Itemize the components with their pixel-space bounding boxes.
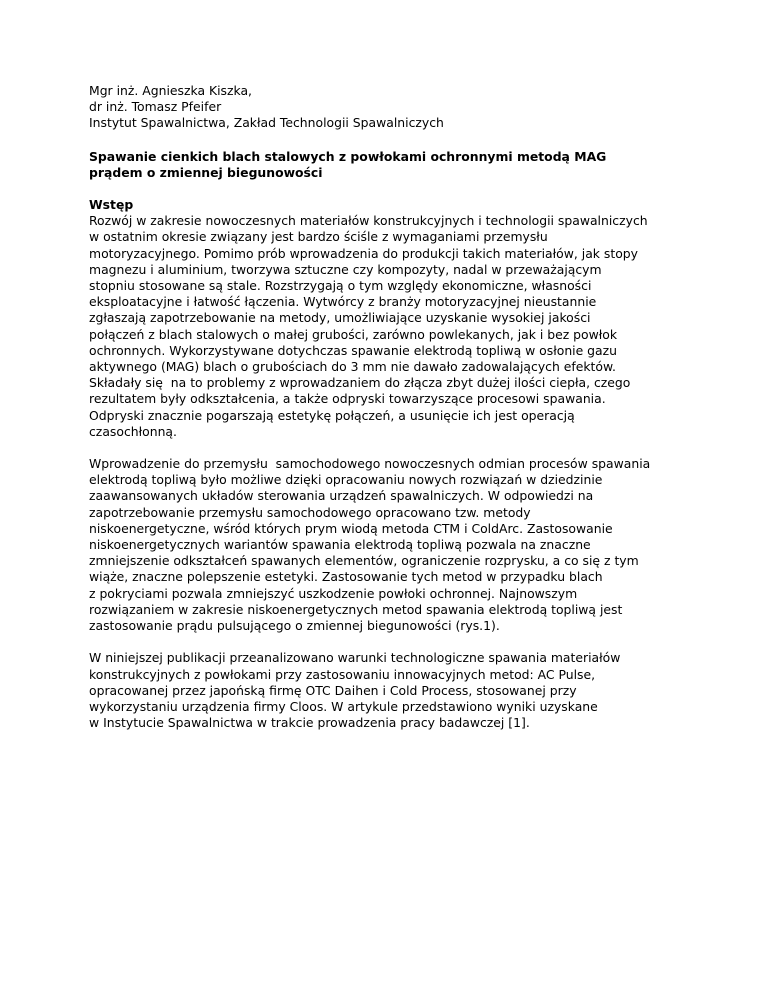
text-line: Składały się na to problemy z wprowadzaniem do złącza zbyt dużej ilości ciepła, czego — [89, 375, 631, 391]
document-page — [89, 83, 689, 731]
text-line: zastosowanie prądu pulsującego o zmiennej biegunowości (rys.1). — [89, 618, 500, 634]
text-line: zmniejszenie odkształceń spawanych elementów, ograniczenie rozprysku, a co się z tym — [89, 553, 639, 569]
text-line: ochronnych. Wykorzystywane dotychczas spawanie elektrodą topliwą w osłonie gazu — [89, 342, 617, 358]
section-heading: Wstęp — [89, 197, 134, 213]
author-line: Mgr inż. Agnieszka Kiszka, — [89, 83, 252, 98]
text-line: motoryzacyjnego. Pomimo prób wprowadzenia do produkcji takich materiałów, jak stopy — [89, 245, 638, 261]
text-line: aktywnego (MAG) blach o grubościach do 3 mm nie dawało zadowalających efektów. — [89, 359, 616, 375]
text-line: rozwiązaniem w zakresie niskoenergetycznych metod spawania elektrodą topliwą jest — [89, 601, 623, 617]
text-line: zaawansowanych układów sterowania urządzeń spawalniczych. W odpowiedzi na — [89, 488, 594, 504]
text-line: czasochłonną. — [89, 423, 177, 439]
text-line: magnezu i aluminium, tworzywa sztuczne czy kompozyty, nadal w przeważającym — [89, 261, 602, 277]
text-line: wiąże, znaczne polepszenie estetyki. Zastosowanie tych metod w przypadku blach — [89, 569, 603, 585]
text-line: w Instytucie Spawalnictwa w trakcie prowadzenia pracy badawczej [1]. — [89, 715, 530, 731]
text-line: eksploatacyjne i łatwość łączenia. Wytwórcy z branży motoryzacyjnej nieustannie — [89, 294, 597, 310]
author-line: dr inż. Tomasz Pfeifer — [89, 99, 222, 115]
text-line: zapotrzebowanie przemysłu samochodowego opracowano tzw. metody — [89, 504, 531, 520]
text-line: w ostatnim okresie związany jest bardzo ściśle z wymaganiami przemysłu — [89, 229, 548, 245]
text-line: wykorzystaniu urządzenia firmy Cloos. W artykule przedstawiono wyniki uzyskane — [89, 698, 598, 714]
title-line: Spawanie cienkich blach stalowych z powłokami ochronnymi metodą MAG — [89, 148, 607, 164]
article-title — [89, 149, 689, 181]
text-line: niskoenergetycznych wariantów spawania elektrodą topliwą pozwala na znaczne — [89, 537, 591, 553]
paragraph-3 — [89, 650, 689, 731]
text-line: rezultatem były odkształcenia, a także odpryski towarzyszące procesowi spawania. — [89, 391, 606, 407]
text-line: stopniu stosowane są stale. Rozstrzygają o tym względy ekonomiczne, własności — [89, 278, 592, 294]
text-line: połączeń z blach stalowych o małej grubości, zarówno powlekanych, jak i bez powłok — [89, 326, 618, 342]
text-line: z pokryciami pozwala zmniejszyć uszkodzenie powłoki ochronnej. Najnowszym — [89, 585, 578, 601]
title-line: prądem o zmiennej biegunowości — [89, 164, 323, 180]
author-block — [89, 83, 689, 132]
text-line: zgłaszają zapotrzebowanie na metody, umożliwiające uzyskanie wysokiej jakości — [89, 310, 591, 326]
text-line: elektrodą topliwą było możliwe dzięki opracowaniu nowych rozwiązań w dziedzinie — [89, 472, 603, 488]
paragraph-1 — [89, 213, 689, 440]
text-line: Odpryski znacznie pogarszają estetykę połączeń, a usunięcie ich jest operacją — [89, 407, 575, 423]
paragraph-2 — [89, 456, 689, 634]
text-line: Rozwój w zakresie nowoczesnych materiałów konstrukcyjnych i technologii spawalniczych — [89, 213, 648, 229]
text-line: konstrukcyjnych z powłokami przy zastosowaniu innowacyjnych metod: AC Pulse, — [89, 666, 596, 682]
text-line: W niniejszej publikacji przeanalizowano warunki technologiczne spawania materiałów — [89, 650, 621, 666]
text-line: niskoenergetyczne, wśród których prym wiodą metoda CTM i ColdArc. Zastosowanie — [89, 520, 613, 536]
affiliation-line: Instytut Spawalnictwa, Zakład Technologii Spawalniczych — [89, 115, 444, 131]
text-line: opracowanej przez japońską firmę OTC Daihen i Cold Process, stosowanej przy — [89, 682, 577, 698]
text-line: Wprowadzenie do przemysłu samochodowego nowoczesnych odmian procesów spawania — [89, 456, 651, 472]
